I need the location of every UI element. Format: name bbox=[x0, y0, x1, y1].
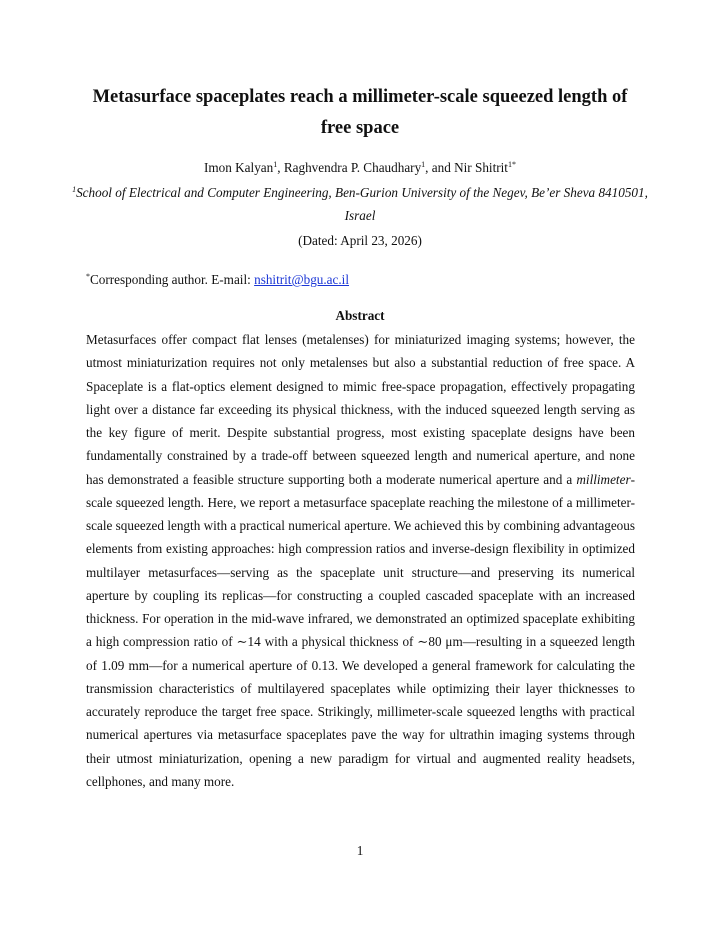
author-name: Imon Kalyan bbox=[204, 160, 274, 175]
abstract-italic-term: millimeter bbox=[576, 471, 631, 487]
paper-title: Metasurface spaceplates reach a millimeter-scale squeezed length of free space bbox=[92, 87, 628, 138]
corresponding-label: Corresponding author. E-mail: bbox=[90, 272, 255, 287]
abstract-text-part: -scale squeezed length. Here, we report a metasurface spaceplate reaching the milestone of a millimeter-scale squeezed length with a practical numerical aperture. We achieved this by combining advantageous elements from existing approaches: high compression ratios and inverse-design flexibility in optimized multilayer metasurfaces—serving as the spaceplate unit structure—and preserving its numerical aperture by coupling its replicas—for constructing a coupled cascaded spaceplate with an increased thickness. For operation in the mid-wave infrared, we demonstrated an optimized spaceplate exhibiting a high compression ratio of ∼14 with a physical thickness of ∼80 μm—resulting in a squeezed length of 1.09 mm—for a numerical aperture of 0.13. We developed a general framework for calculating the transmission characteristics of multilayered spaceplates while optimizing their layer thicknesses to accurately reproduce the target free space. Strikingly, millimeter-scale squeezed lengths with practical numerical apertures via metasurface spaceplates pave the way for ultrathin imaging systems through their utmost miniaturization, opening a new paradigm for virtual and augmented reality headsets, cellphones, and many more. bbox=[86, 471, 635, 789]
abstract-heading: Abstract bbox=[335, 308, 385, 323]
affiliation-text: School of Electrical and Computer Engineering, Ben-Gurion University of the Negev, Be’er Sheva 8410501, Israel bbox=[76, 185, 648, 223]
author-separator: , and bbox=[425, 160, 455, 175]
abstract-text-part: Metasurfaces offer compact flat lenses (metalenses) for miniaturized imaging systems; however, the utmost miniaturization requires not only metalenses but also a substantial reduction of free space. A Spaceplate is a flat-optics element designed to mimic free-space propagation, effectively propagating light over a distance far exceeding its physical thickness, with the induced squeezed length serving as the key figure of merit. Despite substantial progress, most existing spaceplate designs have been fundamentally constrained by a trade-off between squeezed length and numerical aperture, and none has demonstrated a feasible structure supporting both a moderate numerical aperture and a bbox=[86, 332, 635, 487]
author-name: Nir Shitrit bbox=[454, 160, 508, 175]
author-affiliation-marker: 1 bbox=[273, 160, 278, 169]
email-link[interactable]: nshitrit@bgu.ac.il bbox=[254, 272, 350, 287]
page-number: 1 bbox=[356, 843, 364, 858]
affiliation bbox=[60, 181, 660, 227]
author-separator: , bbox=[277, 160, 284, 175]
corresponding-author-note bbox=[86, 270, 349, 290]
publication-date: (Dated: April 23, 2026) bbox=[298, 233, 422, 248]
author-affiliation-marker: 1* bbox=[507, 160, 516, 169]
author-affiliation-marker: 1 bbox=[421, 160, 426, 169]
author-name: Raghvendra P. Chaudhary bbox=[283, 160, 422, 175]
author-list bbox=[60, 158, 660, 178]
abstract-text bbox=[86, 328, 635, 793]
corresponding-marker: * bbox=[86, 272, 90, 281]
affiliation-marker: 1 bbox=[72, 185, 77, 194]
